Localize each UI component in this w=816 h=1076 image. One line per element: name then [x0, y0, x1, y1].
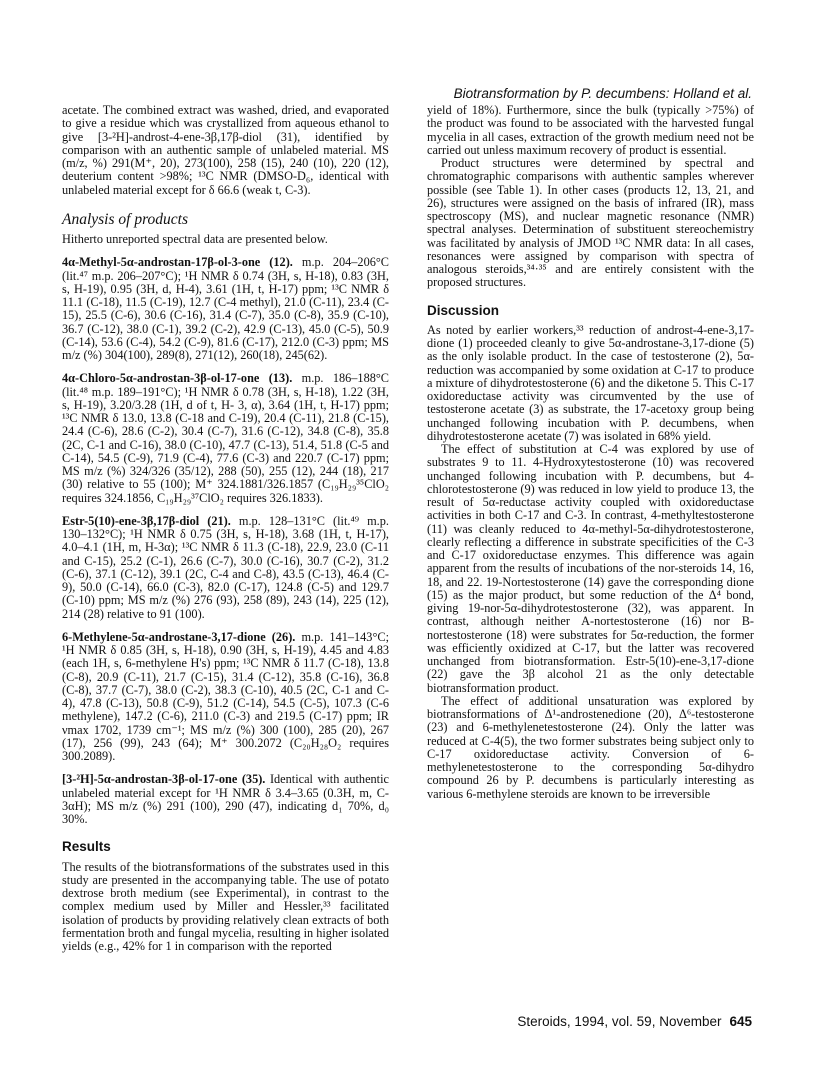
- paragraph-discussion-3: The effect of additional unsaturation was explored by biotransformations of Δ¹-androstenedione (20), Δ⁶-testosterone (23) and 6-methylenetestosterone (24). Only the latter was reduced at C-4(5), the two former substrates being subject only to C-17 oxidoreductase activity. Conversion of 6-methylenetestosterone to the corresponding 5α-dihydro compound 26 by P. decumbens is particularly interesting as various 6-methylene steroids are known to be irreversible: [427, 693, 754, 801]
- compound-data: Identical with authentic unlabeled material except for ¹H NMR δ 3.4–3.65 (0.3H, m, C-3αH); MS m/z (%) 291 (100), 290 (47), indicating d₁ 70%, d₀ 30%.: [62, 772, 389, 826]
- compound-entry-13: [62, 372, 389, 505]
- compound-data: m.p. 128–131°C (lit.⁴⁹ m.p. 130–132°C); ¹H NMR δ 0.75 (3H, s, H-18), 3.68 (1H, t, H-17), 4.0–4.1 (1H, m, H-3α); ¹³C NMR δ 11.3 (C-18), 22.9, 23.0 (C-11 and C-15), 25.2 (C-1), 26.6 (C-7), 30.0 (C-16), 30.7 (C-2), 31.2 (C-6), 37.1 (C-12), 39.1 (2C, C-4 and C-8), 43.5 (C-13), 46.4 (C-9), 50.0 (C-14), 66.0 (C-3), 82.0 (C-17), 124.8 (C-5) and 129.7 (C-10) ppm; MS m/z (%) 276 (93), 258 (89), 243 (14), 225 (12), 214 (28) relative to 91 (100).: [62, 513, 389, 621]
- compound-data: m.p. 141–143°C; ¹H NMR δ 0.85 (3H, s, H-18), 0.90 (3H, s, H-19), 4.45 and 4.83 (each 1H, s, 6-methylene H's) ppm; ¹³C NMR δ 11.7 (C-18), 13.8 (C-8), 20.9 (C-11), 21.7 (C-15), 31.4 (C-12), 35.8 (C-16), 36.8 (C-8), 37.7 (C-7), 38.0 (C-2), 38.3 (C-10), 40.5 (2C, C-1 and C-4), 47.8 (C-13), 50.8 (C-9), 51.2 (C-14), 54.5 (C-5), 107.3 (C-6 methylene), 147.2 (C-6), 211.0 (C-3) and 219.5 (C-17) ppm; IR νmax 1702, 1739 cm⁻¹; MS m/z (%) 300 (100), 285 (20), 267 (17), 256 (99), 243 (64); M⁺ 300.2072 (C₂₀H₂₈O₂ requires 300.2089).: [62, 629, 389, 763]
- left-column: [62, 104, 389, 953]
- page-footer: [517, 1014, 752, 1029]
- compound-data: m.p. 186–188°C (lit.⁴⁸ m.p. 189–191°C); ¹H NMR δ 0.78 (3H, s, H-18), 1.22 (3H, s, H-19), 3.20/3.28 (1H, d of t, H- 3, α), 3.64 (1H, t, H-17) ppm; ¹³C NMR δ 13.0, 13.8 (C-18 and C-19), 20.4 (C-11), 21.8 (C-15), 24.4 (C-6), 28.6 (C-2), 30.4 (C-7), 31.6 (C-12), 34.8 (C-8), 35.8 (2C, C-1 and C-16), 38.0 (C-10), 47.7 (C-13), 51.4, 51.8 (C-5 and C-14), 54.5 (C-9), 71.9 (C-4), 77.6 (C-3) and 220.7 (C-17) ppm; MS m/z (%) 324/326 (35/12), 288 (50), 255 (12), 244 (18), 217 (30) relative to 55 (100); M⁺ 324.1881/326.1857 (C₁₉H₂₉³⁵ClO₂ requires 324.1856, C₁₉H₂₉³⁷ClO₂ requires 326.1833).: [62, 371, 389, 505]
- compound-name: 4α-Methyl-5α-androstan-17β-ol-3-one (12).: [62, 255, 293, 270]
- running-head: Biotransformation by P. decumbens: Holland et al.: [453, 86, 752, 101]
- section-heading-results: Results: [62, 839, 111, 855]
- paragraph-yield: yield of 18%). Furthermore, since the bulk (typically >75%) of the product was found to be associated with the harvested fungal mycelia in all cases, extraction of the growth medium need not be carried out unless maximum recovery of product is essential.: [427, 103, 754, 157]
- compound-name: 4α-Chloro-5α-androstan-3β-ol-17-one (13).: [62, 371, 293, 386]
- paragraph-intro: acetate. The combined extract was washed, dried, and evaporated to give a residue which was crystallized from aqueous ethanol to give [3-²H]-androst-4-ene-3β,17β-diol (31), identified by comparison with an authentic sample of unlabeled material. MS (m/z, %) 291(M⁺, 20), 273(100), 258 (15), 240 (10), 220 (12), deuterium content >98%; ¹³C NMR (DMSO-D₆, identical with unlabeled material except for δ 66.6 (weak t, C-3).: [62, 103, 389, 197]
- compound-entry-35: [62, 773, 389, 826]
- page-number: 645: [729, 1014, 752, 1029]
- paragraph-discussion-2: The effect of substitution at C-4 was explored by use of substrates 9 to 11. 4-Hydroxytestosterone (10) was recovered unchanged following incubation with P. decumbens, but 4-chlorotestosterone (9) was reduced in low yield to produce 13, the result of 5α-reductase activity coupled with oxidoreductase activities in both C-17 and C-3. In contrast, 4-methyltestosterone (11) was cleanly reduced to 4α-methyl-5α-dihydrotestosterone, clearly reflecting a difference in substrate specificities of the C-3 and C-17 oxidoreductase enzymes. This difference was again apparent from the results of incubations of the nor-steroids 14, 16, 18, and 22. 19-Nortestosterone (14) gave the corresponding dione (15) as the major product, but some reduction of the Δ⁴ bond, giving 19-nor-5α-dihydrotestosterone (32), was apparent. In contrast, although neither A-nortestosterone (16) nor B-nortestosterone (18) were substrates for 5α-reduction, the former was efficiently oxidized at C-17, but the latter was recovered unchanged from biotransformation. Estr-5(10)-ene-3,17-dione (22) gave the 3β alcohol 21 as the only detectable biotransformation product.: [427, 442, 754, 695]
- compound-name: Estr-5(10)-ene-3β,17β-diol (21).: [62, 513, 231, 528]
- compound-data: m.p. 204–206°C (lit.⁴⁷ m.p. 206–207°C); ¹H NMR δ 0.74 (3H, s, H-18), 0.83 (3H, s, H-19), 0.95 (3H, d, H-4), 3.61 (1H, t, H-17) ppm; ¹³C NMR δ 11.1 (C-18), 11.5 (C-19), 12.7 (C-4 methyl), 21.0 (C-11), 23.4 (C-15), 25.5 (C-6), 30.6 (C-16), 31.4 (C-7), 35.0 (C-8), 35.9 (C-10), 36.7 (C-12), 38.0 (C-1), 39.2 (C-2), 42.9 (C-13), 45.0 (C-5), 50.9 (C-14), 53.6 (C-4), 54.2 (C-9), 81.6 (C-17), 212.0 (C-3) ppm; MS m/z (%) 304(100), 289(8), 271(12), 260(18), 245(62).: [62, 255, 389, 362]
- section-heading-discussion: Discussion: [427, 302, 500, 318]
- compound-name: [3-²H]-5α-androstan-3β-ol-17-one (35).: [62, 772, 266, 787]
- section-heading-analysis: Analysis of products: [62, 210, 189, 228]
- right-column: [427, 104, 754, 801]
- paragraph-hitherto: Hitherto unreported spectral data are presented below.: [62, 232, 328, 246]
- compound-entry-26: [62, 631, 389, 764]
- compound-entry-21: [62, 515, 389, 621]
- paragraph-structures: Product structures were determined by spectral and chromatographic comparisons with authentic samples wherever possible (see Table 1). In other cases (products 12, 13, 21, and 26), structures were assigned on the basis of infrared (IR), mass spectroscopy (MS), and nuclear magnetic resonance (NMR) spectral analyses. Determination of substituent stereochemistry was facilitated by analysis of JMOD ¹³C NMR data: In all cases, resonances were assigned by comparison with spectra of analogous steroids,³⁴·³⁵ and are entirely consistent with the proposed structures.: [427, 156, 754, 290]
- paragraph-results: The results of the biotransformations of the substrates used in this study are presented in the accompanying table. The use of potato dextrose broth medium (see Experimental), in contrast to the complex medium used by Miller and Hessler,³³ facilitated isolation of products by providing relatively clean extracts of both fermentation broth and fungal mycelia, resulting in higher isolated yields (e.g., 42% for 1 in comparison with the reported: [62, 859, 389, 953]
- compound-name: 6-Methylene-5α-androstane-3,17-dione (26).: [62, 629, 296, 644]
- compound-entry-12: [62, 256, 389, 362]
- journal-citation: Steroids, 1994, vol. 59, November: [517, 1014, 722, 1029]
- paragraph-discussion-1: As noted by earlier workers,³³ reduction of androst-4-ene-3,17-dione (1) proceeded cleanly to give 5α-androstane-3,17-dione (5) as the only isolable product. In the case of testosterone (2), 5α-reduction was accompanied by some oxidation at C-17 to produce a mixture of dihydrotestosterone (6) and the diketone 5. This C-17 oxidoreductase activity was circumvented by the use of testosterone acetate (3) as substrate, the 17-acetoxy group being unchanged following incubation with P. decumbens, when dihydrotestosterone acetate (7) was isolated in 68% yield.: [427, 322, 754, 443]
